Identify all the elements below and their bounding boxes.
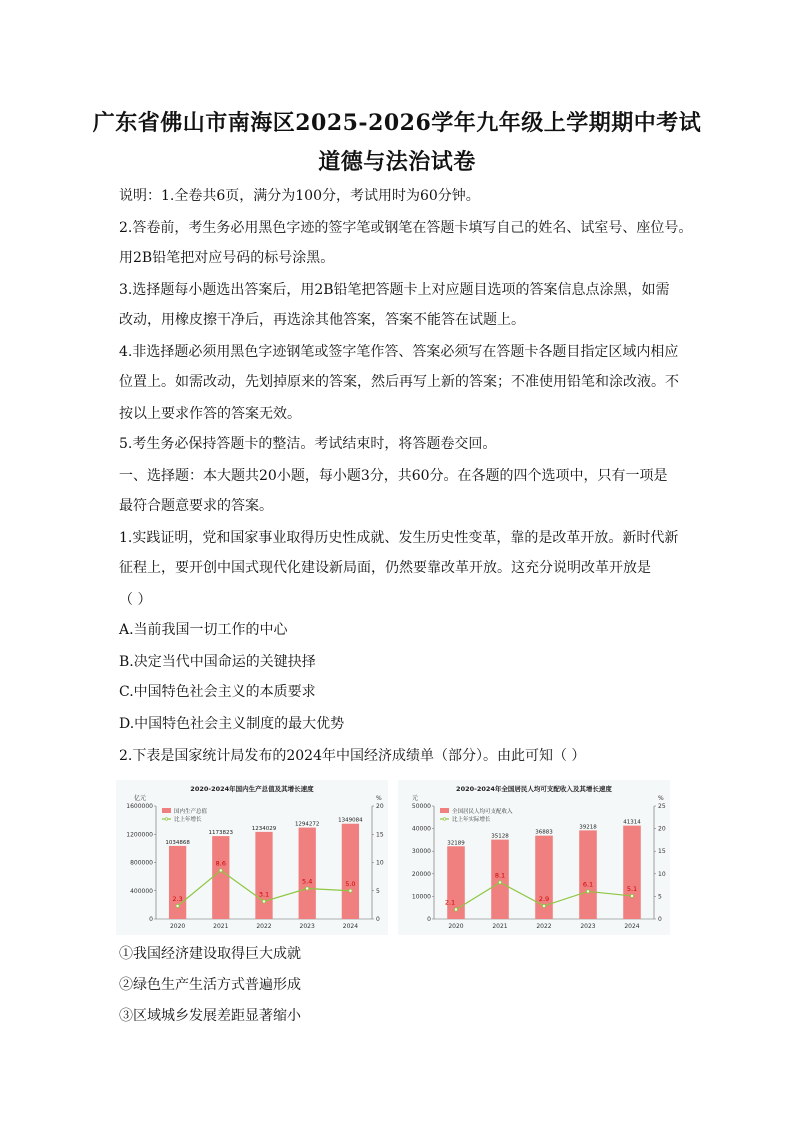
growth-value-label: 8.1 <box>494 871 506 880</box>
text-line: 按以上要求作答的答案无效。 <box>119 406 301 422</box>
bar <box>255 832 272 919</box>
text-line: D.中国特色社会主义制度的最大优势 <box>119 716 345 732</box>
exam-subtitle: 道德与法治试卷 <box>318 149 476 175</box>
y-tick-label: 0 <box>149 916 153 923</box>
x-tick-label: 2024 <box>342 923 359 930</box>
gdp-chart <box>116 780 388 935</box>
y2-axis-unit: % <box>376 795 382 802</box>
y-tick-label: 0 <box>427 916 431 923</box>
text-line: A.当前我国一切工作的中心 <box>119 622 288 638</box>
bar-value-label: 1034868 <box>165 839 190 846</box>
legend-line-label: 比上年实际增长 <box>452 817 491 823</box>
bar <box>169 846 186 919</box>
y-tick-label: 400000 <box>130 887 153 895</box>
growth-value-label: 3.1 <box>258 890 270 899</box>
y2-tick-label: 15 <box>658 848 666 856</box>
x-tick-label: 2024 <box>624 923 640 930</box>
growth-point <box>176 904 179 907</box>
legend-bar-swatch <box>162 808 171 813</box>
growth-value-label: 2.3 <box>172 895 183 904</box>
x-tick-label: 2020 <box>169 923 186 930</box>
growth-point <box>454 908 457 911</box>
growth-point <box>586 890 589 893</box>
x-tick-label: 2023 <box>580 923 596 930</box>
text-line: 说明：1.全卷共6页，满分为100分，考试用时为60分钟。 <box>119 188 480 204</box>
text-line: C.中国特色社会主义的本质要求 <box>119 684 316 700</box>
gdp-chart-svg <box>116 780 388 935</box>
text-line: 1.实践证明，党和国家事业取得历史性成就、发生历史性变革，靠的是改革开放。新时代新 <box>119 530 679 546</box>
bar-value-label: 1294272 <box>294 821 320 828</box>
bar-value-label: 1173823 <box>208 830 234 837</box>
growth-value-label: 5.4 <box>302 877 313 886</box>
growth-value-label: 5.1 <box>626 884 638 893</box>
chart-title: 2020-2024年全国居民人均可支配收入及其增长速度 <box>456 785 612 793</box>
y-tick-label: 50000 <box>411 803 431 810</box>
text-line: B.决定当代中国命运的关键抉择 <box>119 654 316 670</box>
text-line: 3.选择题每小题选出答案后，用2B铅笔把答题卡上对应题目选项的答案信息点涂黑，如需 <box>119 282 670 298</box>
x-tick-label: 2021 <box>213 923 229 930</box>
text-line: 用2B铅笔把对应号码的标号涂黑。 <box>119 250 335 266</box>
bar <box>299 828 316 919</box>
bar-value-label: 1349084 <box>338 817 363 824</box>
income-chart-svg <box>398 780 670 935</box>
text-line: 2.答卷前，考生务必用黑色字迹的签字笔或钢笔在答题卡填写自己的姓名、试室号、座位号。 <box>119 220 693 236</box>
bar <box>342 824 359 919</box>
legend-line-marker <box>443 818 446 821</box>
chart-title: 2020-2024年国内生产总值及其增长速度 <box>190 785 314 793</box>
text-line: 征程上，要开创中国式现代化建设新局面，仍然要靠改革开放。这充分说明改革开放是 <box>119 560 651 576</box>
text-line: 2.下表是国家统计局发布的2024年中国经济成绩单（部分）。由此可知（ ） <box>119 748 586 764</box>
statement-option: ①我国经济建设取得巨大成就 <box>119 946 301 962</box>
bar-value-label: 39218 <box>579 824 597 831</box>
growth-point <box>630 894 633 897</box>
bar-value-label: 41314 <box>623 819 641 826</box>
bar-value-label: 35128 <box>491 833 509 840</box>
text-line: 最符合题意要求的答案。 <box>119 498 273 514</box>
text-line: 5.考生务必保持答题卡的整洁。考试结束时，将答题卷交回。 <box>119 436 497 452</box>
statement-option: ③区域城乡发展差距显著缩小 <box>119 1008 301 1024</box>
y-tick-label: 1200000 <box>126 831 153 839</box>
exam-title: 广东省佛山市南海区2025-2026学年九年级上学期期中考试 <box>92 110 702 136</box>
legend-line-marker <box>165 818 168 821</box>
y2-tick-label: 5 <box>376 887 380 895</box>
bar <box>579 830 597 919</box>
growth-value-label: 2.1 <box>444 898 456 907</box>
y2-tick-label: 25 <box>658 803 666 810</box>
y-axis-unit: 亿元 <box>134 795 147 802</box>
text-line: 4.非选择题必须用黑色字迹钢笔或签字笔作答、答案必须写在答题卡各题目指定区域内相应 <box>119 344 679 360</box>
legend-line-label: 比上年增长 <box>174 817 202 823</box>
y-tick-label: 800000 <box>130 859 153 867</box>
bar-value-label: 32189 <box>447 840 465 847</box>
growth-point <box>262 900 265 903</box>
growth-point <box>306 887 309 890</box>
y-tick-label: 10000 <box>411 893 431 901</box>
income-chart <box>398 780 670 935</box>
y2-tick-label: 0 <box>658 916 662 923</box>
legend-bar-label: 国内生产总值 <box>174 809 208 815</box>
growth-point <box>349 889 352 892</box>
x-tick-label: 2022 <box>536 923 552 930</box>
bar-value-label: 1234029 <box>251 825 277 832</box>
y-axis-unit: 元 <box>412 795 419 802</box>
legend-bar-swatch <box>440 808 449 813</box>
bar <box>212 836 229 919</box>
y2-tick-label: 10 <box>658 870 666 878</box>
y-tick-label: 1600000 <box>126 803 153 810</box>
y2-axis-unit: % <box>658 795 664 802</box>
y-tick-label: 40000 <box>411 825 431 833</box>
y2-tick-label: 10 <box>376 859 384 867</box>
growth-point <box>542 904 545 907</box>
growth-value-label: 6.1 <box>582 880 594 889</box>
x-tick-label: 2020 <box>448 923 464 930</box>
text-line: 位置上。如需改动，先划掉原来的答案，然后再写上新的答案；不准使用铅笔和涂改液。不 <box>119 374 679 390</box>
y2-tick-label: 20 <box>658 825 666 833</box>
text-line: 改动，用橡皮擦干净后，再选涂其他答案，答案不能答在试题上。 <box>119 312 525 328</box>
growth-value-label: 2.9 <box>538 894 550 903</box>
y2-tick-label: 20 <box>376 803 384 810</box>
x-tick-label: 2021 <box>492 923 508 930</box>
y2-tick-label: 0 <box>376 916 380 923</box>
growth-value-label: 8.6 <box>215 859 226 868</box>
growth-point <box>219 869 222 872</box>
legend-bar-label: 全国居民人均可支配收入 <box>452 809 513 815</box>
y2-tick-label: 5 <box>658 893 662 901</box>
y-tick-label: 30000 <box>411 848 431 856</box>
bar <box>623 826 641 919</box>
y-tick-label: 20000 <box>411 870 431 878</box>
statement-option: ②绿色生产生活方式普遍形成 <box>119 977 301 993</box>
growth-point <box>498 881 501 884</box>
x-tick-label: 2023 <box>299 923 315 930</box>
text-line: 一、选择题：本大题共20小题，每小题3分，共60分。在各题的四个选项中，只有一项是 <box>119 468 668 484</box>
y2-tick-label: 15 <box>376 831 384 839</box>
charts-row <box>116 780 676 935</box>
text-line: （ ） <box>119 592 152 608</box>
bar-value-label: 36883 <box>535 829 553 836</box>
x-tick-label: 2022 <box>256 923 272 930</box>
growth-value-label: 5.0 <box>345 879 356 888</box>
